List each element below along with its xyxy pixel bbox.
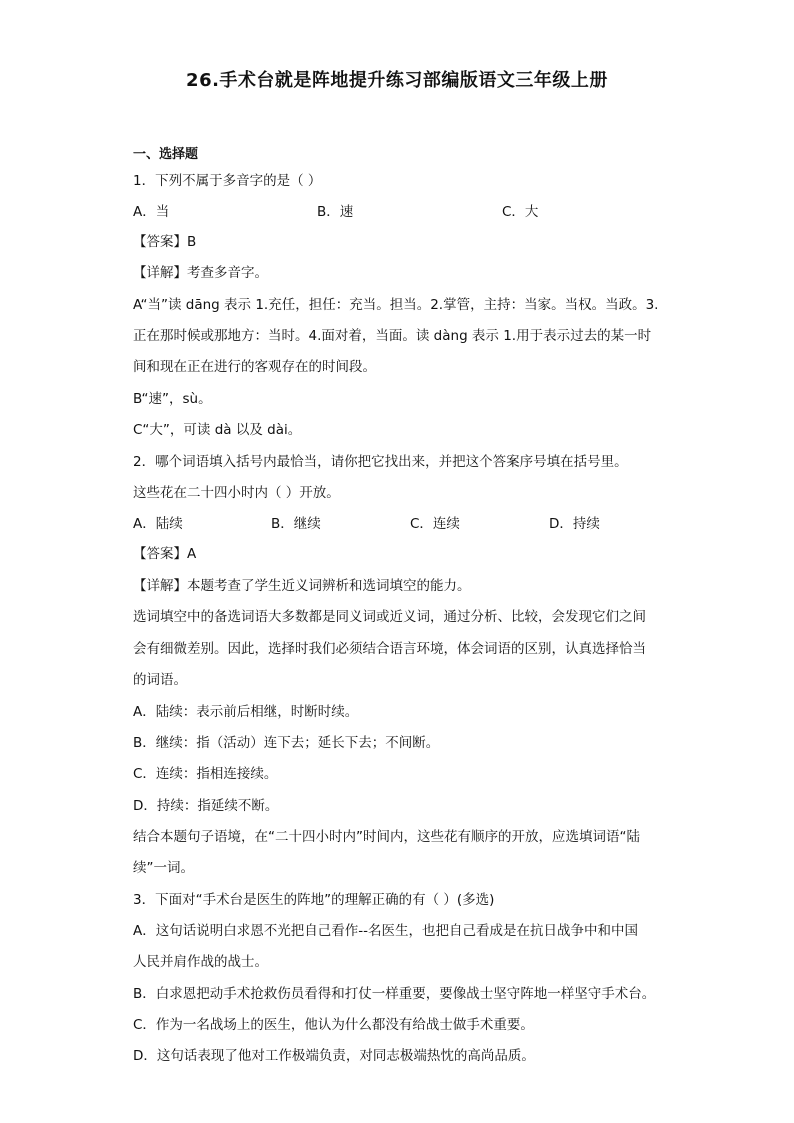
q2-detail-line: D．持续：指延续不断。 — [133, 798, 279, 814]
question-2-stem: 2．哪个词语填入括号内最恰当，请你把它找出来，并把这个答案序号填在括号里。 — [133, 454, 628, 470]
q1-detail-line: A“当”读 dāng 表示 1.充任，担任：充当。担当。2.掌管，主持：当家。当权。当政。3. — [133, 297, 659, 313]
q1-detail-line: C“大”，可读 dà 以及 dài。 — [133, 422, 302, 438]
page-title: 26.手术台就是阵地提升练习部编版语文三年级上册 — [186, 70, 608, 91]
q1-detail-head: 【详解】考查多音字。 — [133, 265, 268, 281]
q2-detail-line: 续”一词。 — [133, 860, 194, 876]
q2-sentence: 这些花在二十四小时内（ ）开放。 — [133, 485, 340, 501]
q1-detail-line: 间和现在正在进行的客观存在的时间段。 — [133, 359, 376, 375]
q2-answer: 【答案】A — [133, 546, 197, 562]
q2-option-b: B．继续 — [271, 516, 321, 532]
q2-detail-line: 选词填空中的备选词语大多数都是同义词或近义词，通过分析、比较，会发现它们之间 — [133, 609, 646, 625]
q2-detail-line: A．陆续：表示前后相继，时断时续。 — [133, 704, 359, 720]
q2-detail-line: C．连续：指相连接续。 — [133, 766, 278, 782]
q3-option-line: A．这句话说明白求恩不光把自己看作--名医生，也把自己看成是在抗日战争中和中国 — [133, 923, 638, 939]
q2-detail-line: 【详解】本题考查了学生近义词辨析和选词填空的能力。 — [133, 578, 471, 594]
section-heading: 一、选择题 — [133, 147, 199, 162]
q2-detail-line: B．继续：指（活动）连下去；延长下去；不间断。 — [133, 735, 440, 751]
question-1-stem: 1．下列不属于多音字的是（ ） — [133, 173, 322, 189]
q3-option-line: B．白求恩把动手术抢救伤员看得和打仗一样重要，要像战士坚守阵地一样坚守手术台。 — [133, 986, 656, 1002]
q2-option-c: C．连续 — [410, 516, 460, 532]
q1-detail-line: B“速”，sù。 — [133, 391, 212, 407]
q3-option-line: C．作为一名战场上的医生，他认为什么都没有给战士做手术重要。 — [133, 1017, 534, 1033]
q2-option-a: A．陆续 — [133, 516, 183, 532]
q2-option-d: D．持续 — [549, 516, 600, 532]
q1-detail-line: 正在那时候或那地方：当时。4.面对着，当面。读 dàng 表示 1.用于表示过去的某一时 — [133, 328, 652, 344]
q3-option-line: D．这句话表现了他对工作极端负责，对同志极端热忱的高尚品质。 — [133, 1048, 535, 1064]
q3-option-line: 人民并肩作战的战士。 — [133, 954, 268, 970]
q2-detail-line: 结合本题句子语境，在“二十四小时内”时间内，这些花有顺序的开放，应选填词语“陆 — [133, 829, 640, 845]
q1-option-a: A．当 — [133, 204, 170, 220]
q2-detail-line: 会有细微差别。因此，选择时我们必须结合语言环境，体会词语的区别，认真选择恰当 — [133, 641, 646, 657]
q1-option-b: B．速 — [317, 204, 354, 220]
q1-option-c: C．大 — [502, 204, 539, 220]
q1-answer: 【答案】B — [133, 234, 197, 250]
question-3-stem: 3．下面对“手术台是医生的阵地”的理解正确的有（ ）(多选) — [133, 892, 495, 908]
q2-detail-line: 的词语。 — [133, 672, 187, 688]
